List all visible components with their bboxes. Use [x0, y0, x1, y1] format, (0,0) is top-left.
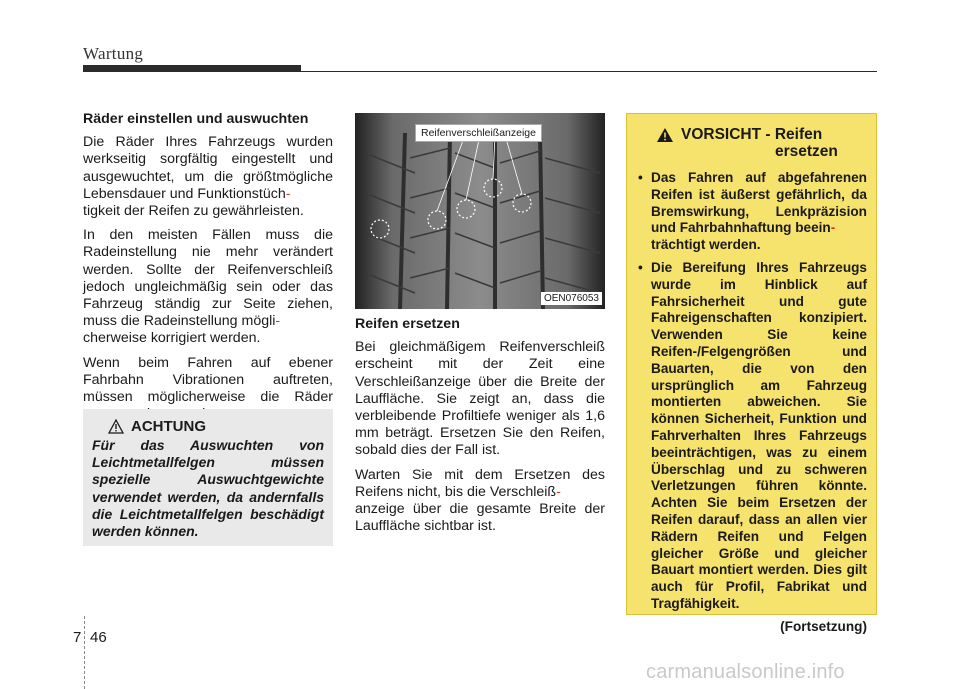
warning-icon — [656, 127, 674, 143]
page-number: 46 — [90, 629, 107, 646]
paragraph: Wenn beim Fahren auf ebener Fahrbahn Vibrationen auftreten, müssen möglicherweise die Räder — [83, 354, 333, 406]
continued-label: (Fortsetzung) — [780, 618, 867, 634]
achtung-note — [83, 409, 333, 546]
achtung-body: Für das Auswuchten von Leichtmetallfelgen müssen spezielle Auswuchtgewichte verwendet werden, da andernfalls die Leichtmetallfelgen beschädigt werden können. — [92, 437, 324, 540]
vorsicht-caution-box — [626, 113, 877, 634]
chapter-number: 7 — [73, 629, 82, 646]
paragraph: Die Räder Ihres Fahrzeugs wurden werkseitig sorgfältig eingestellt und ausgewuchtet, um die größtmögliche Lebensdauer und Funktionstüch- tigkeit der Reifen zu gewährleisten. — [83, 134, 333, 220]
paragraph: In den meisten Fällen muss die Radeinstellung nie mehr verändert werden. Sollte der Reifenverschleiß jedoch ungleichmäßig sein oder das Fahrzeug ständig zur Seite ziehen, muss die Radeinstellung mögli- cherweise korrigiert werden. — [83, 227, 333, 347]
section-heading-wheel-alignment: Räder einstellen und auswuchten — [83, 111, 309, 127]
vorsicht-title: VORSICHT - Reifen ersetzen — [656, 126, 867, 160]
header-title: Wartung — [83, 44, 144, 63]
header-bar — [83, 65, 301, 72]
tire-tread-image — [355, 113, 605, 309]
paragraph: Warten Sie mit dem Ersetzen des Reifens nicht, bis die Verschleiß- anzeige über die gesamte Breite der Lauffläche sichtbar ist. — [355, 466, 605, 535]
figure-caption: Reifenverschleißanzeige — [415, 124, 542, 142]
list-item: • Das Fahren auf abgefahrenen Reifen ist äußerst gefährlich, da Bremswirkung, Lenkpräzision und Fahrbahnhaftung beein- trächtigt werden. — [638, 170, 867, 254]
page-number-separator — [84, 616, 85, 689]
tire-wear-indicator-illustration — [355, 113, 605, 309]
middle-column — [355, 316, 605, 542]
figure-code: OEN076053 — [541, 292, 602, 305]
watermark: carmanualsonline.info — [646, 661, 845, 683]
warning-icon — [108, 419, 124, 434]
section-heading-tire-replacement: Reifen ersetzen — [355, 316, 460, 332]
vorsicht-list — [638, 170, 867, 613]
list-item: • Die Bereifung Ihres Fahrzeugs wurde im Hinblick auf Fahrsicherheit und gute Fahreigenschaften konzipiert. Verwenden Sie keine Reifen-/Felgengrößen und Bauarten, die von den ursprünglich am Fahrzeug montierten abweichen. Sie können Sicherheit, Funktion und Fahrverhalten Ihres Fahrzeugs beeinträchtigen, was zu einem Überschlag und zu schweren Verletzungen führen könnte. Achten Sie beim Ersetzen der Reifen darauf, dass an allen vier Rädern Reifen und Felgen gleicher Größe und gleicher Bauart montiert werden. Dies gilt auch für Profil, Fabrikat und Tragfähigkeit. — [638, 260, 867, 613]
achtung-title: ACHTUNG — [108, 418, 324, 435]
paragraph: Bei gleichmäßigem Reifenverschleiß erscheint mit der Zeit eine Verschleißanzeige über die Breite der Lauffläche. Sie zeigt an, dass die verbleibende Profiltiefe weniger als 1,6 mm beträgt. Ersetzen Sie den Reifen, sobald dies der Fall ist. — [355, 339, 605, 459]
header-rule — [301, 71, 877, 72]
left-column — [83, 111, 333, 430]
